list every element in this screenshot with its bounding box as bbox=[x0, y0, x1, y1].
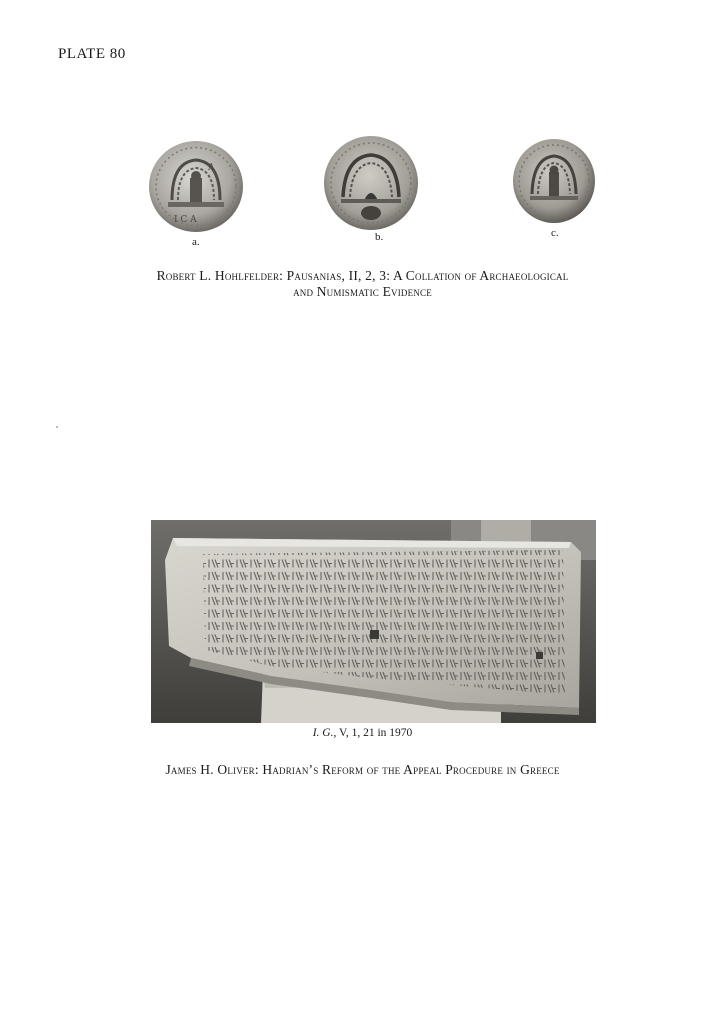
inscription-caption bbox=[0, 727, 725, 739]
article2-caption: James H. Oliver: Hadrian’s Reform of the Appeal Procedure in Greece bbox=[165, 762, 560, 777]
article1-caption-line2: and Numismatic Evidence bbox=[293, 284, 432, 299]
coin-image-b bbox=[323, 135, 419, 231]
inscription-photo bbox=[151, 520, 596, 723]
coin-image-c bbox=[512, 138, 596, 224]
coin-label-c: c. bbox=[551, 227, 559, 239]
inscription-caption-rest: V, 1, 21 in 1970 bbox=[336, 727, 413, 739]
scan-speck bbox=[56, 426, 58, 428]
inscription-caption-italic: I. G., bbox=[312, 727, 337, 739]
plate-label: PLATE 80 bbox=[58, 46, 126, 62]
svg-text:I Ϲ A: I Ϲ A bbox=[174, 215, 197, 225]
article1-caption-line1: Robert L. Hohlfelder: Pausanias, II, 2, 3: A Collation of Archaeological bbox=[156, 268, 569, 283]
coin-image-a bbox=[148, 140, 244, 233]
coin-label-b: b. bbox=[375, 231, 384, 243]
svg-text:Λ: Λ bbox=[208, 163, 215, 173]
coin-label-a: a. bbox=[192, 236, 200, 248]
